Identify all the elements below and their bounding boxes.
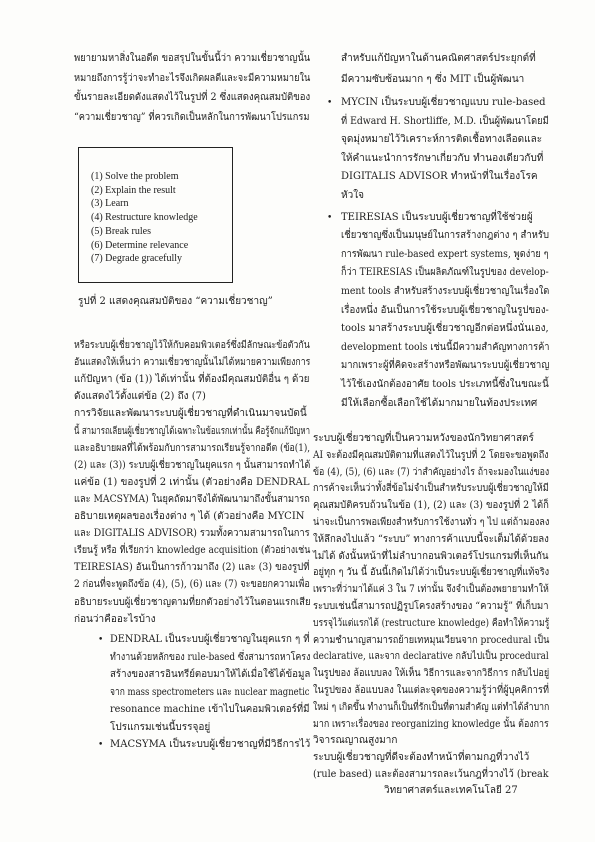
paragraph-line: (rule based) และต้องสามารถละเว้นกฎที่วางไว้ (break: [313, 769, 549, 780]
bullet-line: หัวใจ: [341, 190, 364, 201]
paragraph-line: ใหม่ ๆ เกิดขึ้น ทำงานก็เป็นที่รักเป็นที่ตามสำคัญ แต่ทำได้ลำบาก: [313, 701, 550, 713]
bullet-line: ทำงานด้วยหลักของ rule-based ซึ่งสามารถหาโครง: [110, 651, 311, 663]
bullet-line: MYCIN เป็นระบบผู้เชี่ยวชาญแบบ rule-based: [341, 97, 546, 108]
figure-item: (5) Break rules: [91, 225, 151, 237]
bullet-line: ก็ว่า TEIRESIAS เป็นผลิตภัณฑ์ในรูปของ develop-: [341, 267, 549, 279]
figure-caption: รูปที่ 2 แสดงคุณสมบัติของ “ความเชี่ยวชาญ”: [78, 296, 273, 307]
paragraph-line: ให้ลึกลงไปแล้ว “ระบบ” ทางการค้าแบบนี้จะเต็มได้ด้วยลง: [313, 533, 549, 545]
paragraph-line: เพราะที่ว่ามาได้แค่ 3 ใน 7 เท่านั้น จึงจำเป็นต้องพยายามทำให้: [313, 584, 549, 596]
page-footer: วิทยาศาสตร์และเทคโนโลยี 27: [384, 785, 518, 796]
paragraph-line: แก้ปัญหา (ข้อ (1)) ได้เท่านั้น ที่ต้องมีคุณสมบัติอื่น ๆ ด้วย: [74, 374, 310, 386]
paragraph-line: AI จะต้องมีคุณสมบัติตามที่แสดงไว้ในรูปที่ 2 โดยจะขอพูดถึง: [313, 449, 549, 461]
paragraph-line: บรรจุไว้แต่แรกได้ (restructure knowledge) คือทำให้ความรู้: [313, 617, 550, 629]
paragraph-line: ในรูปของ ล้อแบบลง ให้เห็น วิธีการและจากวิธีการ กลับไปอยู่: [313, 668, 550, 680]
paragraph-line: สำหรับแก้ปัญหาในด้านคณิตศาสตร์ประยุกต์ที่: [341, 53, 536, 64]
paragraph-line: อันแสดงให้เห็นว่า ความเชี่ยวชาญนั้นไม่ได้หมายความเพียงการ: [74, 357, 311, 369]
paragraph-line: 2 ก่อนที่จะพูดถึงข้อ (4), (5), (6) และ (7) จะขอยกความเพื่อ: [74, 579, 310, 591]
bullet-line: ไว้ใช้เองนักต้องอาศัย tools ประเภทนี้ซึ่งในขณะนี้: [341, 379, 549, 390]
paragraph-line: ไม่ได้ ดังนั้นหน้าที่ไม่ลำบากอนพิวเตอร์โปรแกรมที่เห็นกัน: [313, 550, 549, 562]
paragraph-line: น่าจะเป็นการพอเพียงสำหรับการใช้งานทั่ว ๆ ไป แต่ถ้ามองลง: [313, 517, 550, 528]
paragraph-line: แค่ข้อ (1) ของรูปที่ 2 เท่านั้น (ตัวอย่างคือ DENDRAL: [74, 476, 310, 488]
figure-item: (3) Learn: [91, 198, 129, 210]
bullet-line: มากเพราะผู้ที่คิดจะสร้างหรือพัฒนาระบบผู้เชี่ยวชาญ: [341, 360, 550, 372]
bullet-line: MACSYMA เป็นระบบผู้เชี่ยวชาญที่มีวิธีการไว้: [110, 739, 311, 750]
bullet-line: DENDRAL เป็นระบบผู้เชี่ยวชาญในยุคแรก ๆ ที่: [110, 634, 310, 645]
paragraph-line: หรือระบบผู้เชี่ยวชาญไว้ให้กับคอมพิวเตอร์ซึ่งมีลักษณะข้อตัวกัน: [74, 340, 310, 351]
paragraph-line: เรียนรู้ หรือ ที่เรียกว่า knowledge acquisition (ตัวอย่างเช่น: [74, 545, 311, 557]
paragraph-line: และอธิบายผลที่ได้พร้อมกับการสามารถเรียนรู้จากอดีต (ข้อ(1),: [74, 442, 311, 454]
figure-item: (7) Degrade gracefully: [91, 253, 183, 265]
figure-item: (6) Determine relevance: [91, 239, 189, 251]
paragraph-line: การค้าจะเห็นว่าทั้งสี่ข้อไม่จำเป็นสำหรับระบบผู้เชี่ยวชาญให้มี: [313, 483, 549, 495]
bullet-line: TEIRESIAS เป็นระบบผู้เชี่ยวชาญที่ใช้ช่วยผู้: [341, 211, 533, 223]
bullet-line: development tools เช่นนี้มีความสำคัญทางการค้า: [341, 341, 550, 353]
paragraph-line: ขั้นรายละเอียดดังแสดงไว้ในรูปที่ 2 ซึ่งแสดงคุณสมบัติของ: [74, 92, 311, 104]
paragraph-line: มีความซับซ้อนมาก ๆ ซึ่ง MIT เป็นผู้พัฒนา: [341, 74, 525, 85]
bullet-line: โปรแกรมเช่นนี้บรรจุอยู่: [110, 721, 211, 733]
bullet-line: DIGITALIS ADVISOR ทำหน้าที่ในเรื่องโรค: [341, 171, 538, 183]
paragraph-line: ก่อนว่าคืออะไรบ้าง: [74, 613, 156, 625]
paragraph-line: และ MACSYMA) ในยุคถัดมาจึงได้พัฒนามาถึงขั้นสามารถ: [74, 493, 310, 505]
bullet-line: เรื่องหนึ่ง อันเป็นการใช้ระบบผู้เชี่ยวชาญในรูปของ-: [341, 304, 549, 316]
bullet-line: tools มาสร้างระบบผู้เชี่ยวชาญอีกต่อหนึ่งนั่นเอง,: [341, 323, 549, 335]
figure-item: (4) Restructure knowledge: [91, 212, 198, 224]
bullet-line: เชี่ยวชาญซึ่งเป็นมนุษย์ในการสร้างกฎต่าง ๆ สำหรับ: [341, 230, 550, 242]
bullet-icon: •: [327, 212, 333, 223]
paragraph-line: ระบบผู้เชี่ยวชาญที่ดีจะต้องทำหน้าที่ตามกฎที่วางไว้: [313, 752, 530, 764]
paragraph-line: ในรูปของ ล้อแบบลง ในแต่ละจุดของความรู้ว่าที่ผู้บุคคิการที่: [313, 685, 550, 696]
paragraph-line: อธิบายเหตุผลของเรื่องต่าง ๆ ได้ (ตัวอย่างคือ MYCIN: [74, 511, 305, 522]
figure-2-box: [78, 147, 233, 283]
figure-item: (1) Solve the problem: [91, 171, 179, 182]
bullet-icon: •: [327, 98, 333, 108]
paragraph-line: นี้ สามารถเลียนผู้เชี่ยวชาญได้เฉพาะในข้อแรกเท่านั้น คือรู้จักแก้ปัญหา: [74, 425, 311, 437]
paragraph-line: ระบบผู้เชี่ยวชาญที่เป็นความหวังของนักวิทยาศาสตร์: [313, 433, 534, 444]
bullet-icon: •: [98, 635, 104, 645]
paragraph-line: คุณสมบัติครบถ้วนในข้อ (1), (2) และ (3) ของรูปที่ 2 ได้ก็: [313, 500, 549, 512]
bullet-line: ment tools สำหรับสร้างระบบผู้เชี่ยวชาญในเรื่องใด: [341, 286, 550, 297]
paragraph-line: อธิบายระบบผู้เชี่ยวชาญตามที่ยกตัวอย่างไว้ในตอนแรกเสีย: [74, 596, 311, 608]
bullet-line: จาก mass spectrometers และ nuclear magnetic: [110, 686, 310, 698]
paragraph-line: declarative, และจาก declarative กลับไปเป็น procedural: [313, 651, 549, 663]
paragraph-line: อยู่ทุก ๆ วัน นี้ อันนี้เกิดไม่ได้ว่าเป็นระบบผู้เชี่ยวชาญที่แท้จริง: [313, 567, 550, 579]
paragraph-line: ความชำนาญสามารถย้ายเทหมุนเวียนจาก procedural เป็น: [313, 634, 550, 646]
paragraph-line: ดังแสดงไว้ตั้งแต่ข้อ (2) ถึง (7): [74, 391, 206, 403]
bullet-line: จุดมุ่งหมายไว้วิเคราะห์การติดเชื้อทางเลือดและ: [341, 134, 543, 146]
figure-item: (2) Explain the result: [91, 184, 176, 196]
paragraph-line: การวิจัยและพัฒนาระบบผู้เชี่ยวชาญที่ดำเนินมาจนบัดนี้: [74, 408, 307, 420]
paragraph-line: และ DIGITALIS ADVISOR) รวมทั้งความสามารถในการ: [74, 528, 310, 540]
paragraph-line: ข้อ (4), (5), (6) และ (7) ว่าสำคัญอย่างไร ถ้าจะมองในแง่ของ: [313, 466, 550, 478]
paragraph-line: “ความเชี่ยวชาญ” ที่ควรเกิดเป็นหลักในการพัฒนาโปรแกรม: [74, 112, 310, 124]
bullet-line: การพัฒนา rule-based expert systems, พูดง่าย ๆ: [341, 248, 549, 260]
bullet-line: ให้คำแนะนำการรักษาเกี่ยวกับ ทำนองเดียวกับที่: [341, 152, 544, 164]
paragraph-line: พยายามหาสิ่งในอดีต ขอสรุปในขั้นนี้ว่า ความเชี่ยวชาญนั้น: [74, 53, 311, 64]
bullet-line: มีให้เลือกซื้อเลือกใช้ได้มากมายในท้องประเทศ: [341, 397, 538, 409]
paragraph-line: ระบบเช่นนี้สามารถปฏิรูปโครงสร้างของ “ความรู้” ที่เก็บมา: [313, 601, 549, 612]
paragraph-line: วิจารณญาณสูงมาก: [313, 735, 398, 747]
paragraph-line: (2) และ (3)) ระบบผู้เชี่ยวชาญในยุคแรก ๆ นั้นสามารถทำได้: [74, 459, 311, 471]
paragraph-line: มาก เพราะเรื่องของ reorganizing knowledge นั้น ต้องการ: [313, 718, 549, 730]
bullet-line: resonance machine เข้าไปในคอมพิวเตอร์ที่มี: [110, 704, 310, 715]
bullet-line: สร้างของสารอินทรีย์ตอบมาให้ได้เมื่อใช้ได้ข้อมูล: [110, 669, 311, 680]
bullet-icon: •: [98, 740, 104, 750]
bullet-line: ที่ Edward H. Shortliffe, M.D. เป็นผู้พัฒนาโดยมี: [341, 115, 549, 127]
paragraph-line: หมายถึงการรู้ว่าจะทำอะไรจึงเกิดผลดีและจะมีความหมายใน: [74, 72, 311, 84]
paragraph-line: TEIRESIAS) อันเป็นการก้าวมาถึง (2) และ (3) ของรูปที่: [74, 562, 310, 574]
